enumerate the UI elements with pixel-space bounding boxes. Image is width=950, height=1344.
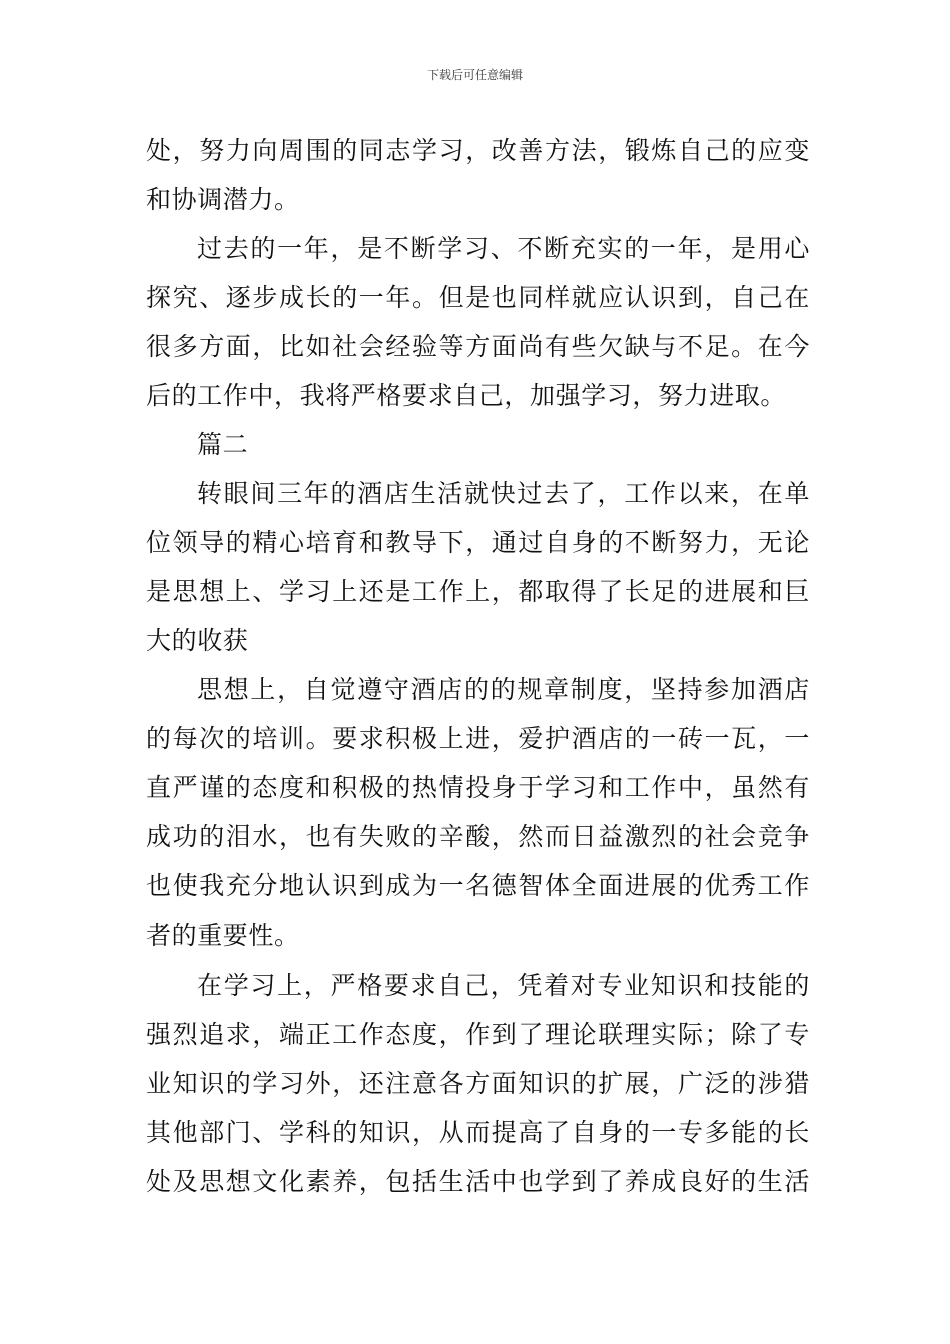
text-line: 很多方面，比如社会经验等方面尚有些欠缺与不足。在今: [146, 332, 810, 361]
text-line: 思想上，自觉遵守酒店的的规章制度，坚持参加酒店: [197, 675, 810, 704]
text-line: 处及思想文化素养，包括生活中也学到了养成良好的生活: [146, 1167, 810, 1196]
text-line: 是思想上、学习上还是工作上，都取得了长足的进展和巨: [146, 577, 810, 606]
text-line: 转眼间三年的酒店生活就快过去了，工作以来，在单: [197, 479, 810, 508]
text-line: 强烈追求，端正工作态度，作到了理论联理实际；除了专: [146, 1020, 810, 1049]
section-heading: 篇二: [197, 430, 249, 459]
text-line: 的每次的培训。要求积极上进，爱护酒店的一砖一瓦，一: [146, 724, 810, 753]
text-line: 成功的泪水，也有失败的辛酸，然而日益激烈的社会竞争: [146, 822, 810, 851]
text-line: 其他部门、学科的知识，从而提高了自身的一专多能的长: [146, 1118, 810, 1147]
text-line: 大的收获: [146, 626, 249, 655]
text-line: 也使我充分地认识到成为一名德智体全面进展的优秀工作: [146, 871, 810, 900]
text-line: 直严谨的态度和积极的热情投身于学习和工作中，虽然有: [146, 773, 810, 802]
text-line: 位领导的精心培育和教导下，通过自身的不断努力，无论: [146, 528, 810, 557]
text-line: 业知识的学习外，还注意各方面知识的扩展，广泛的涉猎: [146, 1069, 810, 1098]
text-line: 后的工作中，我将严格要求自己，加强学习，努力进取。: [146, 381, 787, 410]
page-header: 下载后可任意编辑: [426, 68, 523, 82]
text-line: 者的重要性。: [146, 921, 300, 950]
document-body: [146, 126, 810, 1206]
text-line: 和协调潜力。: [146, 185, 300, 214]
text-line: 探究、逐步成长的一年。但是也同样就应认识到，自己在: [146, 283, 810, 312]
text-line: 过去的一年，是不断学习、不断充实的一年，是用心: [197, 234, 810, 263]
text-line: 在学习上，严格要求自己，凭着对专业知识和技能的: [197, 971, 810, 1000]
text-line: 处，努力向周围的同志学习，改善方法，锻炼自己的应变: [146, 136, 810, 165]
